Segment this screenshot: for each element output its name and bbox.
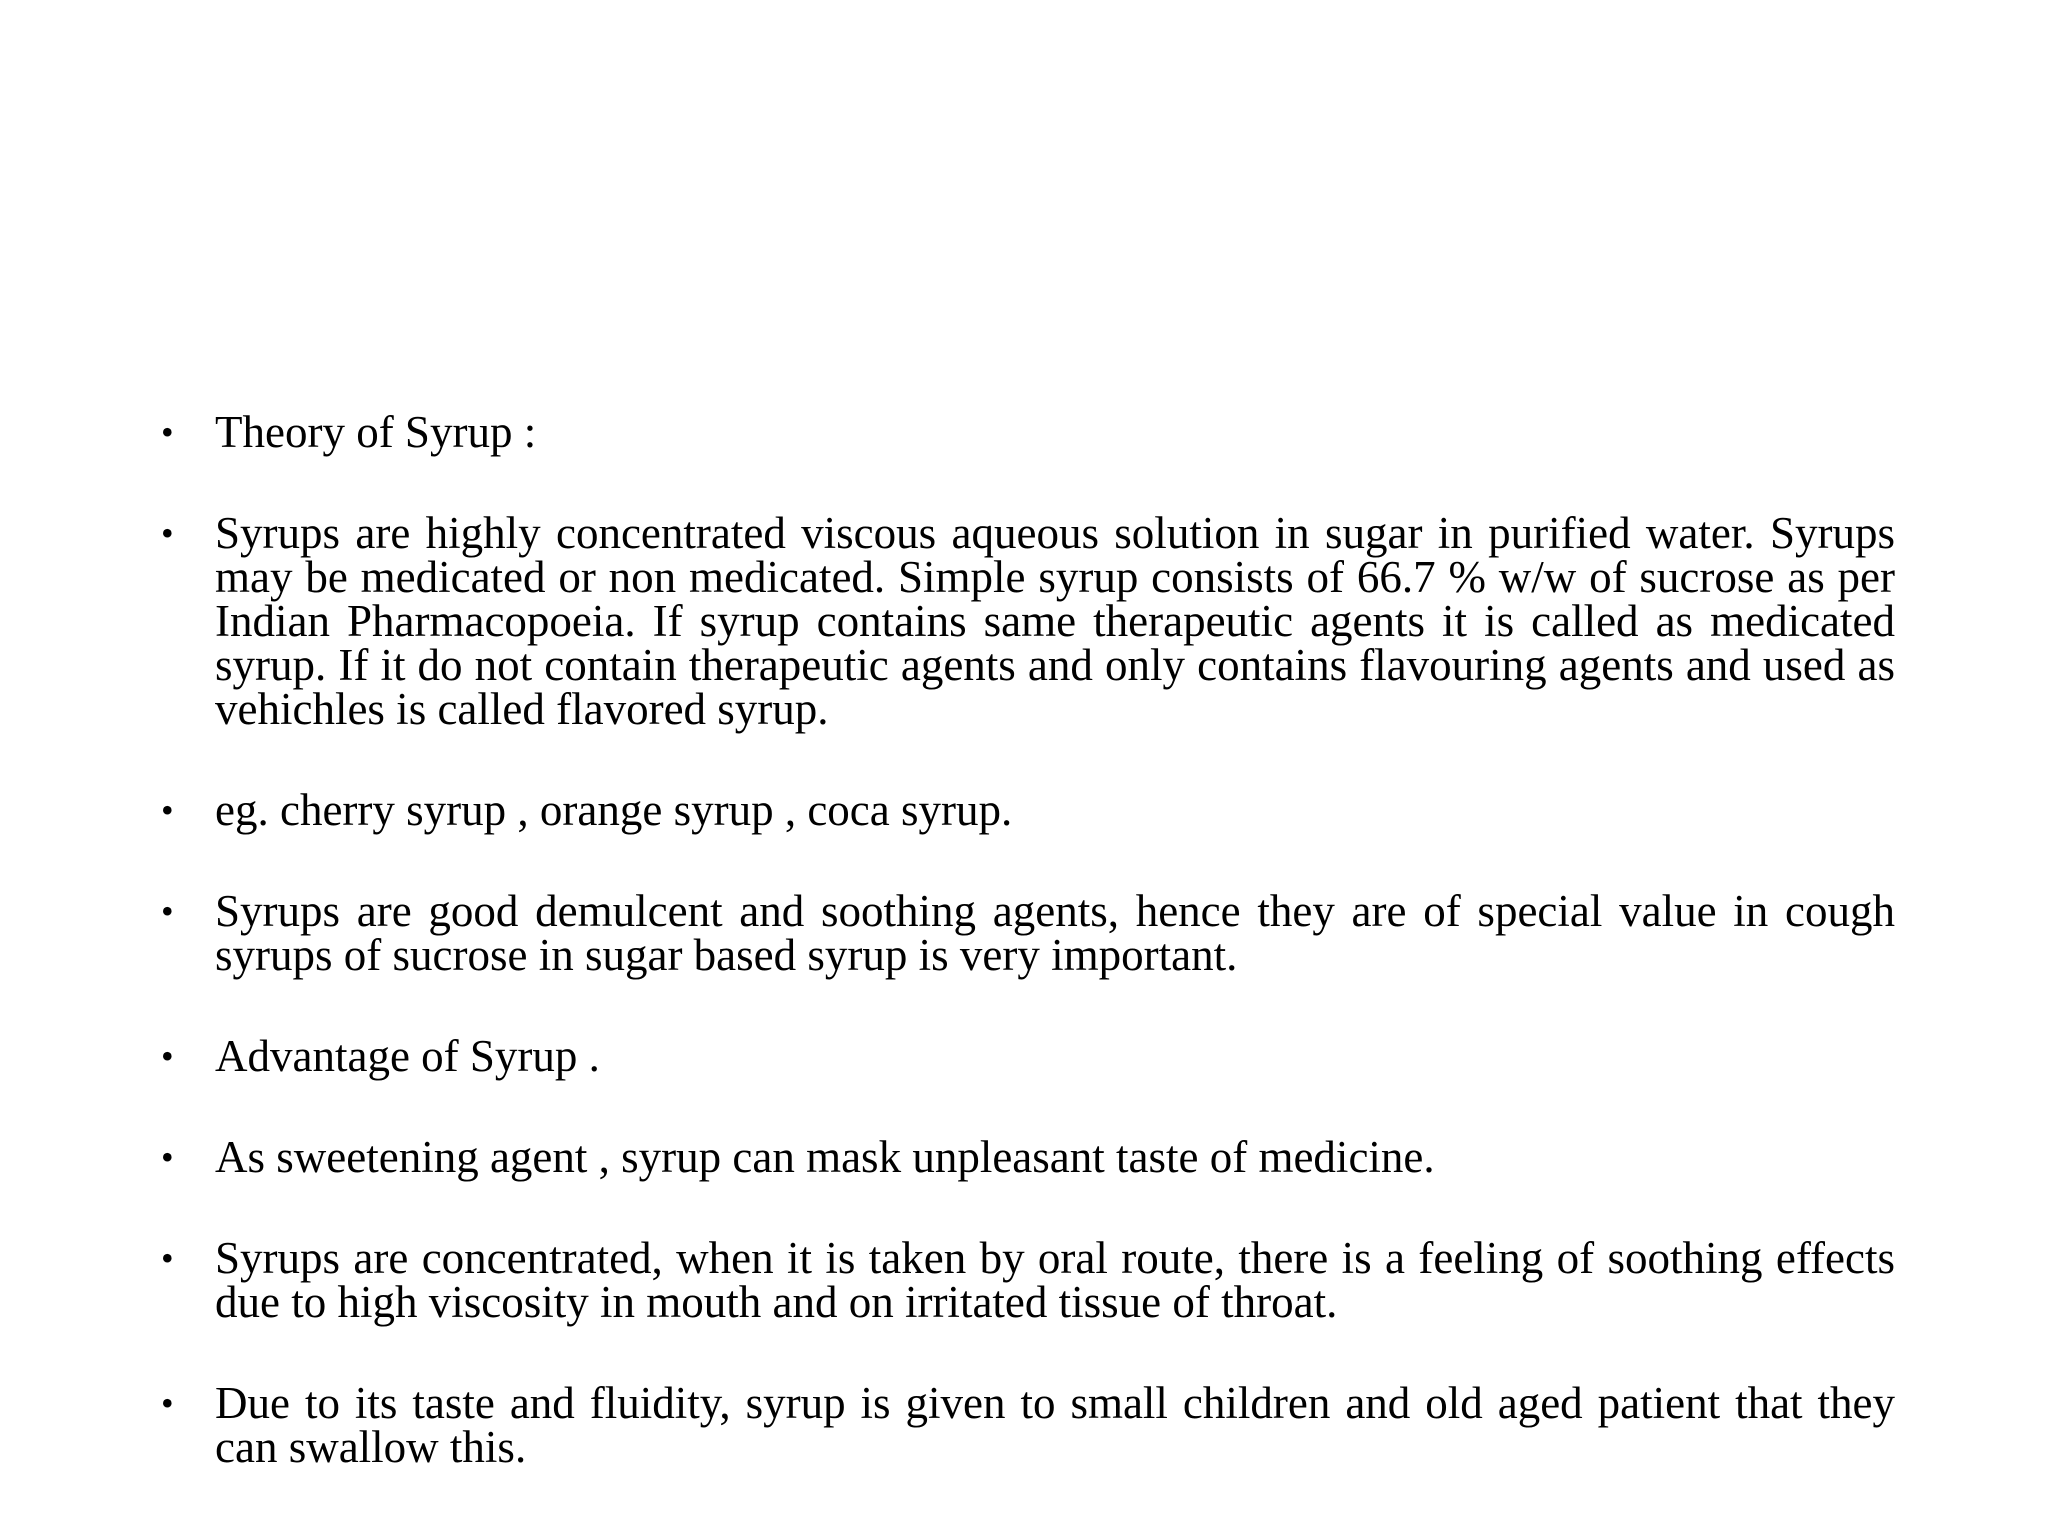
bullet-text: Theory of Syrup : [215, 407, 537, 457]
bullet-text: Advantage of Syrup . [215, 1031, 600, 1081]
bullet-text: Syrups are concentrated, when it is taken by oral route, there is a feeling of soothing effects due to high viscosity in mouth and on irritated tissue of throat. [215, 1233, 1895, 1327]
bullet-item-definition [155, 508, 1895, 734]
bullet-item-children [155, 1378, 1895, 1472]
bullet-icon: • [161, 1036, 174, 1076]
bullet-text: Syrups are highly concentrated viscous aqueous solution in sugar in purified water. Syrups may be medicated or non medicated. Simple syrup consists of 66.7 % w/w of sucrose as per Indian Pharmacopoeia. If syrup contains same therapeutic agents it is called as medicated syrup. If it do not contain therapeutic agents and only contains flavouring agents and used as vehichles is called flavored syrup. [215, 508, 1895, 734]
bullet-icon: • [161, 1383, 174, 1423]
bullet-text: Due to its taste and fluidity, syrup is given to small children and old aged patient that they can swallow this. [215, 1378, 1895, 1472]
bullet-icon: • [161, 1238, 174, 1278]
bullet-item-demulcent [155, 886, 1895, 980]
bullet-text: Syrups are good demulcent and soothing agents, hence they are of special value in cough syrups of sucrose in sugar based syrup is very important. [215, 886, 1895, 980]
bullet-list [155, 407, 1895, 1526]
bullet-icon: • [161, 1137, 174, 1177]
bullet-icon: • [161, 513, 174, 553]
bullet-item-examples [155, 785, 1895, 835]
bullet-icon: • [161, 790, 174, 830]
bullet-item-theory-heading [155, 407, 1895, 457]
bullet-item-advantage-heading [155, 1031, 1895, 1081]
bullet-item-soothing [155, 1233, 1895, 1327]
bullet-item-sweetening [155, 1132, 1895, 1182]
bullet-text: eg. cherry syrup , orange syrup , coca syrup. [215, 785, 1013, 835]
bullet-icon: • [161, 412, 174, 452]
bullet-text: As sweetening agent , syrup can mask unpleasant taste of medicine. [215, 1132, 1435, 1182]
bullet-icon: • [161, 891, 174, 931]
